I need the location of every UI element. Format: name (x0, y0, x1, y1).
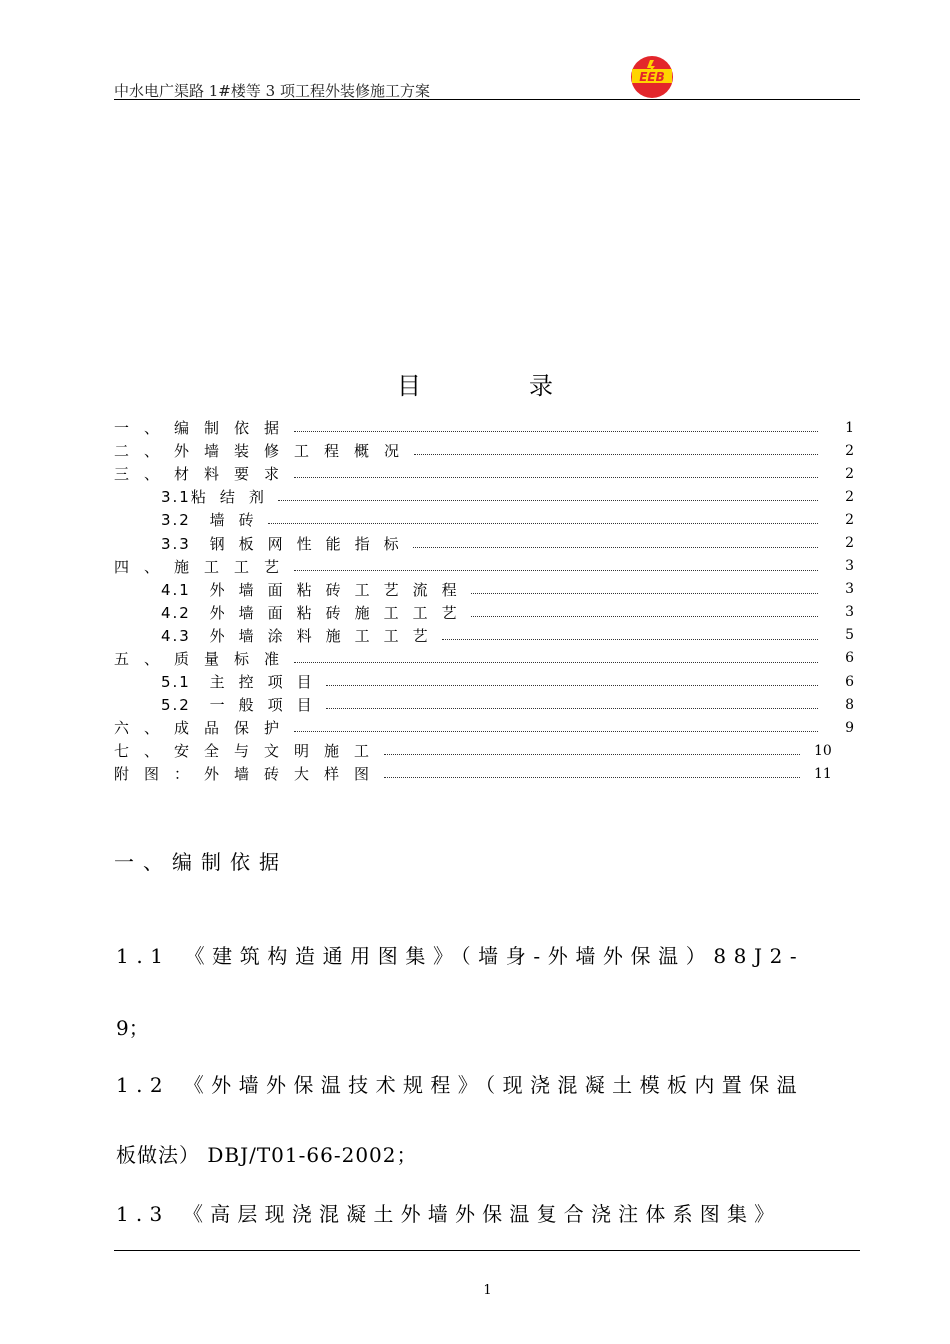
toc-leader-dots (384, 754, 800, 755)
toc-leader-dots (326, 685, 818, 686)
toc-entry[interactable] (114, 647, 854, 670)
toc-leader-dots (294, 731, 818, 732)
toc-subentry[interactable] (114, 624, 854, 647)
toc-leader-dots (471, 593, 818, 594)
toc-entry-page: 2 (845, 511, 854, 528)
toc-entry-number: 3.2 (161, 511, 191, 530)
toc-entry-number: 5.2 (161, 696, 191, 715)
toc-entry-number: 4.1 (161, 580, 191, 599)
toc-entry-label: 六、成品保护 (114, 719, 295, 738)
toc-entry-page: 5 (845, 627, 854, 644)
svg-text:EEB: EEB (639, 70, 665, 84)
toc-leader-dots (471, 616, 818, 617)
toc-entry-text: 外墙面粘砖工艺流程 (209, 580, 471, 599)
toc-entry-page: 6 (845, 650, 854, 667)
header-divider (114, 99, 860, 100)
toc-entry-page: 3 (845, 581, 854, 598)
company-logo (630, 55, 674, 99)
paragraph-line: 9； (116, 1016, 149, 1040)
paragraph-line: 1.2 《外墙外保温技术规程》（现浇混凝土模板内置保温 (116, 1073, 804, 1097)
page-number: 1 (483, 1283, 492, 1298)
toc-entry-page: 9 (845, 719, 854, 736)
toc-entry-page: 2 (845, 465, 854, 482)
toc-leader-dots (294, 570, 818, 571)
toc-entry-label: 七、安全与文明施工 (114, 742, 385, 761)
toc-entry[interactable] (114, 716, 854, 739)
toc-subentry[interactable] (114, 485, 854, 508)
toc-entry-number: 4.2 (161, 603, 191, 622)
toc-entry-number: 3.3 (161, 534, 191, 553)
toc-entry-label: 二、外墙装修工程概况 (114, 442, 415, 461)
toc-entry-label: 四、施工工艺 (114, 557, 295, 576)
toc-entry-text: 外墙涂料施工工艺 (209, 626, 442, 645)
toc-entry-text: 外墙面粘砖施工工艺 (209, 603, 471, 622)
toc-leader-dots (294, 662, 818, 663)
paragraph-line: 1.3 《高层现浇混凝土外墙外保温复合浇注体系图集》 (116, 1202, 782, 1226)
toc-entry-label (161, 671, 326, 692)
toc-entry-page: 1 (845, 419, 854, 436)
toc-leader-dots (294, 477, 818, 478)
toc-entry-number: 5.1 (161, 673, 191, 692)
footer-divider (114, 1250, 860, 1251)
table-of-contents (114, 416, 854, 786)
toc-entry[interactable] (114, 462, 854, 485)
toc-subentry[interactable] (114, 508, 854, 531)
toc-entry-text: 主控项目 (209, 673, 326, 692)
toc-leader-dots (294, 431, 818, 432)
toc-leader-dots (326, 708, 818, 709)
toc-entry-label: 三、材料要求 (114, 465, 295, 484)
toc-entry[interactable] (114, 739, 854, 762)
toc-entry-label: 五、质量标准 (114, 649, 295, 668)
toc-entry-number: 3.1 (161, 488, 191, 507)
toc-title: 目录 (397, 372, 661, 400)
toc-entry-text: 墙砖 (209, 511, 268, 530)
toc-subentry[interactable] (114, 601, 854, 624)
toc-entry-label (161, 509, 268, 530)
toc-entry-label: 一、编制依据 (114, 419, 295, 438)
toc-entry[interactable] (114, 439, 854, 462)
toc-entry[interactable] (114, 762, 854, 785)
toc-entry-page: 6 (845, 673, 854, 690)
document-header-title: 中水电广渠路 1#楼等 3 项工程外装修施工方案 (114, 82, 430, 100)
toc-subentry[interactable] (114, 670, 854, 693)
toc-entry-number: 4.3 (161, 626, 191, 645)
toc-leader-dots (268, 523, 818, 524)
toc-subentry[interactable] (114, 693, 854, 716)
toc-subentry[interactable] (114, 531, 854, 554)
section-heading: 一、编制依据 (114, 850, 288, 874)
toc-entry[interactable] (114, 416, 854, 439)
paragraph-line: 板做法） DBJ/T01-66-2002； (116, 1143, 418, 1167)
toc-entry-label: 附图：外墙砖大样图 (114, 765, 385, 784)
toc-leader-dots (384, 777, 800, 778)
toc-leader-dots (413, 547, 818, 548)
paragraph-line: 1.1 《建筑构造通用图集》（墙身-外墙外保温）88J2- (116, 944, 805, 968)
toc-entry-text: 钢板网性能指标 (209, 534, 413, 553)
toc-entry-page: 3 (845, 558, 854, 575)
toc-entry-text: 粘结剂 (190, 488, 278, 507)
toc-leader-dots (442, 639, 818, 640)
toc-entry-text: 一般项目 (209, 696, 326, 715)
toc-entry-page: 8 (845, 696, 854, 713)
toc-entry-label (161, 602, 471, 623)
toc-subentry[interactable] (114, 578, 854, 601)
toc-entry-page: 2 (845, 488, 854, 505)
toc-entry-label (161, 694, 326, 715)
toc-leader-dots (278, 500, 818, 501)
toc-entry-page: 2 (845, 535, 854, 552)
toc-entry-page: 3 (845, 604, 854, 621)
toc-leader-dots (414, 454, 818, 455)
toc-entry-label (161, 533, 413, 554)
toc-entry-page: 2 (845, 442, 854, 459)
toc-entry-label (161, 625, 442, 646)
toc-entry[interactable] (114, 555, 854, 578)
toc-entry-page: 10 (814, 742, 832, 759)
toc-entry-page: 11 (814, 765, 832, 782)
toc-entry-label (161, 579, 471, 600)
toc-entry-label (161, 486, 278, 507)
